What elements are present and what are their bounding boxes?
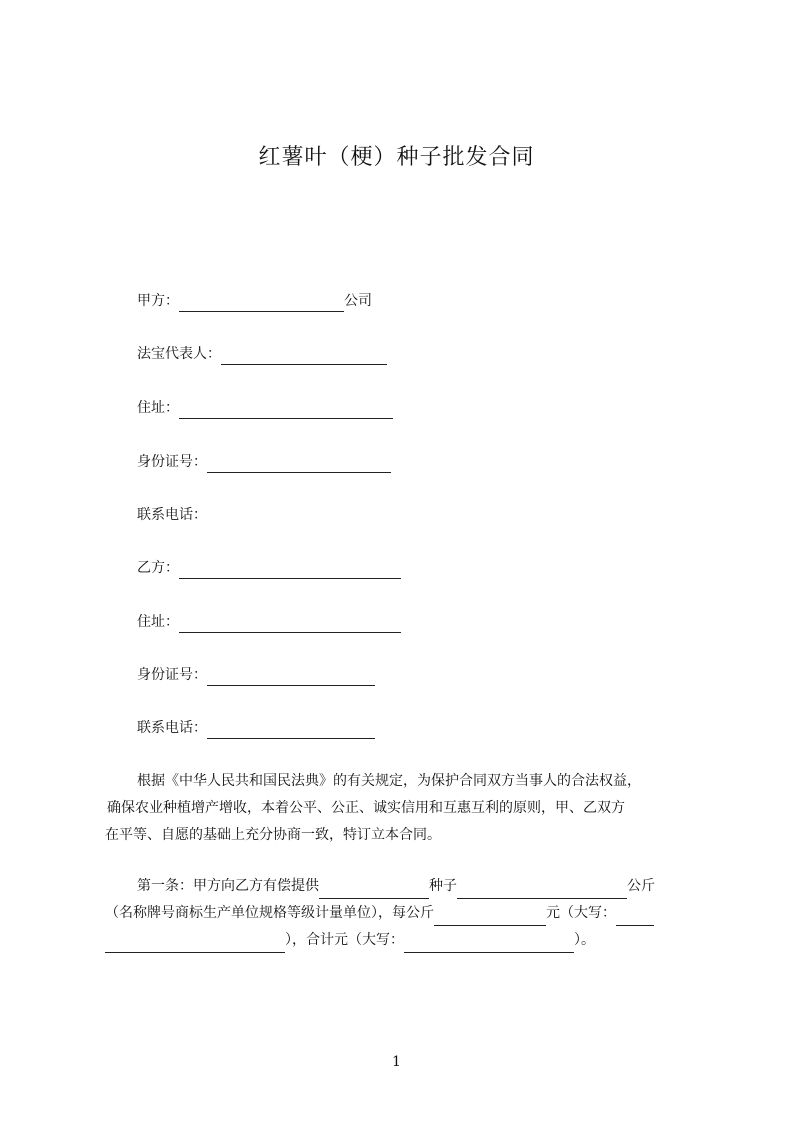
address-b-blank[interactable] [179,616,401,633]
seed-quantity-blank[interactable] [457,882,627,899]
legal-rep-blank[interactable] [221,348,387,365]
address-a-label: 住址： [137,400,179,416]
article1-line-3 [105,927,595,953]
party-a-blank[interactable] [179,295,344,312]
page-number: 1 [392,1054,401,1070]
unit-price-words-blank-start[interactable] [616,909,654,926]
unit-price-words-blank[interactable] [105,936,285,953]
party-b-label: 乙方： [137,560,179,576]
address-b-label: 住址： [137,614,179,630]
party-b-blank[interactable] [179,562,401,579]
id-b-field [137,664,375,686]
id-a-blank[interactable] [207,456,391,473]
article1-text-4: （名称牌号商标生产单位规格等级计量单位），每公斤 [105,905,434,921]
phone-b-label: 联系电话： [137,720,207,736]
id-a-field [137,451,391,473]
address-a-blank[interactable] [179,402,393,419]
document-title: 红薯叶（梗）种子批发合同 [258,145,535,170]
id-a-label: 身份证号： [137,454,207,470]
article1-text-1: 第一条：甲方向乙方有偿提供 [137,878,319,894]
preamble-line-1: 根据《中华人民共和国民法典》的有关规定，为保护合同双方当事人的合法权益， [137,773,641,789]
article1-line-1 [137,873,655,899]
address-b-field [137,611,401,633]
article1-text-2: 种子 [429,878,457,894]
phone-b-blank[interactable] [207,722,375,739]
legal-rep-label: 法宝代表人： [137,346,221,362]
party-b-field [137,557,401,579]
id-b-blank[interactable] [207,669,375,686]
article1-text-7: ）。 [574,932,595,948]
preamble-line-2: 确保农业种植增产增收，本着公平、公正、诚实信用和互惠互利的原则，甲、乙双方 [107,800,625,816]
article1-text-5: 元（大写： [546,905,616,921]
total-words-blank[interactable] [404,936,574,953]
unit-price-blank[interactable] [434,909,546,926]
phone-a-label: 联系电话： [137,507,207,523]
article1-line-2 [105,900,654,926]
preamble-line-3: 在平等、自愿的基础上充分协商一致，特订立本合同。 [105,827,441,843]
address-a-field [137,397,393,419]
article1-text-3: 公斤 [627,878,655,894]
party-a-field [137,290,372,312]
party-a-suffix: 公司 [344,293,372,309]
party-a-label: 甲方： [137,293,179,309]
seed-name-blank[interactable] [319,882,429,899]
id-b-label: 身份证号： [137,667,207,683]
article1-text-6: ），合计元（大写： [285,932,404,948]
phone-a-field [137,504,207,526]
legal-rep-field [137,343,387,365]
phone-b-field [137,717,375,739]
